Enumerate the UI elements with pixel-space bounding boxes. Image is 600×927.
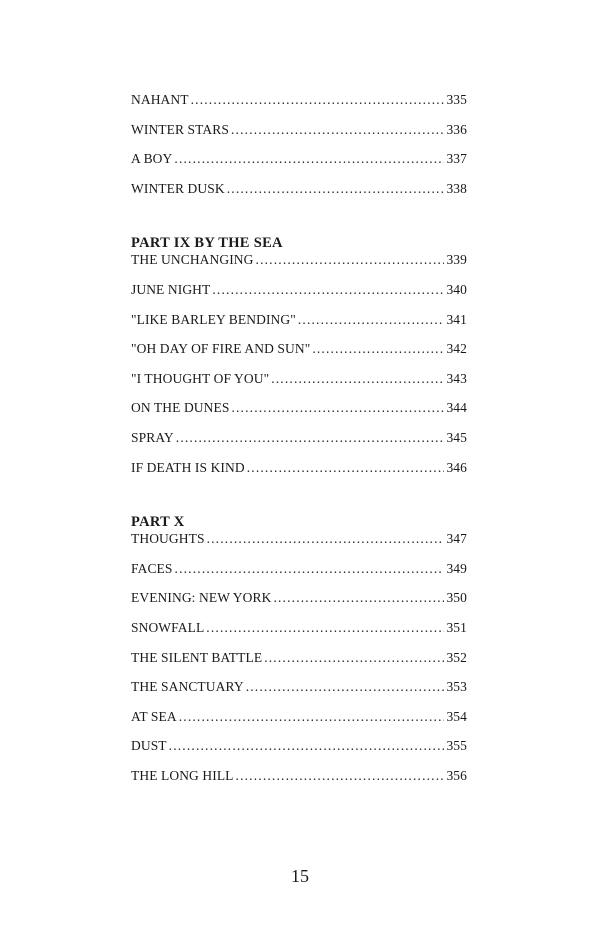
toc-entry[interactable] xyxy=(131,738,467,768)
toc-entry-page: 353 xyxy=(446,679,467,695)
toc-entry[interactable] xyxy=(131,371,467,401)
dot-leader xyxy=(175,561,445,577)
dot-leader xyxy=(169,738,445,754)
dot-leader xyxy=(247,460,445,476)
dot-leader xyxy=(231,122,444,138)
toc-entry-page: 350 xyxy=(446,590,467,606)
dot-leader xyxy=(176,430,445,446)
dot-leader xyxy=(212,282,444,298)
dot-leader xyxy=(227,181,445,197)
dot-leader xyxy=(246,679,445,695)
toc-group xyxy=(131,501,467,797)
toc-entry-page: 351 xyxy=(446,619,467,635)
dot-leader xyxy=(271,371,444,387)
section-gap xyxy=(131,210,467,222)
dot-leader xyxy=(174,151,444,167)
toc-entry-page: 347 xyxy=(446,531,467,547)
section-heading: PART X xyxy=(131,514,185,531)
page-number: 15 xyxy=(291,866,309,886)
dot-leader xyxy=(236,768,445,784)
toc-entry[interactable] xyxy=(131,531,467,561)
toc-entry-title: THE SILENT BATTLE xyxy=(131,649,263,665)
toc-entry-page: 356 xyxy=(446,767,467,783)
toc-entry[interactable] xyxy=(131,312,467,342)
toc-entry-title: ON THE DUNES xyxy=(131,400,230,416)
toc-entry[interactable] xyxy=(131,282,467,312)
toc-entry-page: 336 xyxy=(446,121,467,137)
toc-entry-page: 340 xyxy=(446,281,467,297)
toc-entry[interactable] xyxy=(131,460,467,490)
toc-entry[interactable] xyxy=(131,679,467,709)
toc-entry-title: IF DEATH IS KIND xyxy=(131,459,245,475)
toc-entry-page: 337 xyxy=(446,151,467,167)
dot-leader xyxy=(207,531,445,547)
toc-group xyxy=(131,222,467,489)
dot-leader xyxy=(264,650,444,666)
section-heading: PART IX BY THE SEA xyxy=(131,235,283,252)
section-gap xyxy=(131,489,467,501)
toc-entry-title: WINTER STARS xyxy=(131,121,229,137)
toc-entry-page: 342 xyxy=(446,341,467,357)
table-of-contents xyxy=(131,92,467,797)
dot-leader xyxy=(191,92,445,108)
toc-entry[interactable] xyxy=(131,252,467,282)
toc-entry[interactable] xyxy=(131,590,467,620)
toc-entry-page: 355 xyxy=(446,738,467,754)
toc-entry-title: THOUGHTS xyxy=(131,531,205,547)
toc-entry-page: 335 xyxy=(446,92,467,107)
toc-entry-page: 354 xyxy=(446,708,467,724)
toc-entry-title: THE SANCTUARY xyxy=(131,679,244,695)
toc-entry-page: 341 xyxy=(446,311,467,327)
toc-entry-title: SNOWFALL xyxy=(131,619,205,635)
dot-leader xyxy=(256,252,445,268)
toc-entry-title: THE UNCHANGING xyxy=(131,252,254,268)
toc-entry-title: JUNE NIGHT xyxy=(131,281,211,297)
toc-entry-title: DUST xyxy=(131,738,167,754)
toc-entry-page: 349 xyxy=(446,560,467,576)
toc-entry-title: THE LONG HILL xyxy=(131,767,234,783)
toc-entry[interactable] xyxy=(131,620,467,650)
toc-entry-page: 339 xyxy=(446,252,467,268)
toc-entry-page: 352 xyxy=(446,649,467,665)
toc-entry-page: 343 xyxy=(446,370,467,386)
dot-leader xyxy=(298,312,445,328)
toc-entry-title: A BOY xyxy=(131,151,173,167)
toc-entry-page: 338 xyxy=(446,180,467,196)
toc-entry-title: NAHANT xyxy=(131,92,189,107)
toc-entry-title: "LIKE BARLEY BENDING" xyxy=(131,311,296,327)
dot-leader xyxy=(206,620,444,636)
toc-entry[interactable] xyxy=(131,561,467,591)
toc-entry-page: 345 xyxy=(446,429,467,445)
toc-entry[interactable] xyxy=(131,768,467,798)
toc-entry[interactable] xyxy=(131,151,467,181)
dot-leader xyxy=(231,400,444,416)
toc-entry-page: 344 xyxy=(446,400,467,416)
toc-entry-title: WINTER DUSK xyxy=(131,180,225,196)
toc-entry-title: SPRAY xyxy=(131,429,174,445)
toc-entry[interactable] xyxy=(131,400,467,430)
toc-group xyxy=(131,92,467,210)
toc-entry-title: FACES xyxy=(131,560,173,576)
toc-entry[interactable] xyxy=(131,709,467,739)
toc-entry-title: EVENING: NEW YORK xyxy=(131,590,272,606)
toc-entry[interactable] xyxy=(131,650,467,680)
toc-entry-title: "I THOUGHT OF YOU" xyxy=(131,370,270,386)
toc-entry-title: "OH DAY OF FIRE AND SUN" xyxy=(131,341,311,357)
toc-entry[interactable] xyxy=(131,92,467,122)
dot-leader xyxy=(273,590,444,606)
toc-entry[interactable] xyxy=(131,430,467,460)
toc-entry-page: 346 xyxy=(446,459,467,475)
toc-entry-title: AT SEA xyxy=(131,708,177,724)
toc-entry[interactable] xyxy=(131,341,467,371)
toc-entry[interactable] xyxy=(131,122,467,152)
dot-leader xyxy=(312,341,444,357)
toc-entry[interactable] xyxy=(131,181,467,211)
dot-leader xyxy=(179,709,445,725)
